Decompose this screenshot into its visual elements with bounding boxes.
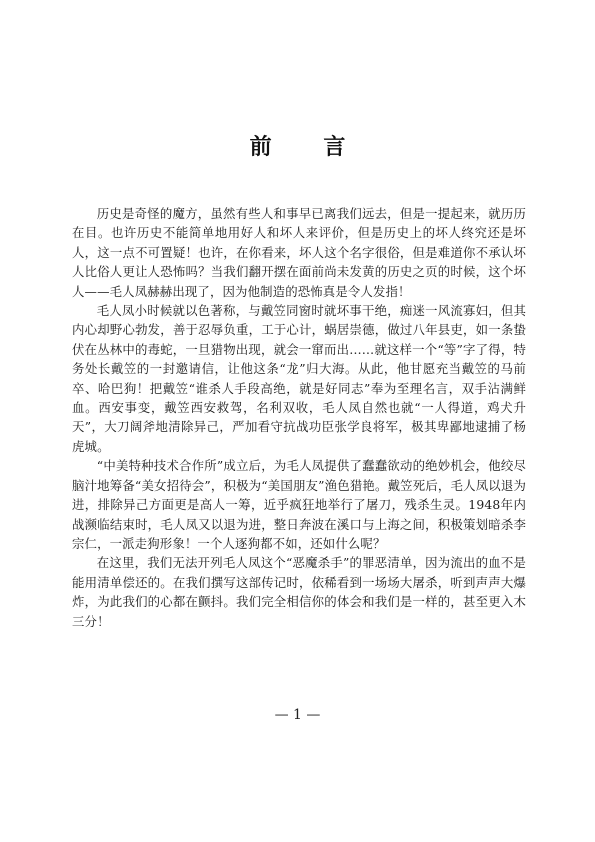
page-title: 前 言 — [249, 135, 368, 160]
preface-body — [72, 204, 526, 631]
paragraph: 在这里，我们无法开列毛人凤这个“恶魔杀手”的罪恶清单，因为流出的血不是能用清单偿还的。在我们撰写这部传记时，依稀看到一场场大屠杀，听到声声大爆炸，为此我们的心都在颤抖。我们完全相信你的体会和我们是一样的，甚至更入木三分！ — [72, 555, 526, 629]
paragraph: 历史是奇怪的魔方，虽然有些人和事早已离我们远去，但是一提起来，就历历在目。也许历史不能简单地用好人和坏人来评价，但是历史上的坏人终究还是坏人，这一点不可置疑！也许，在你看来，坏人这个名字很俗，但是难道你不承认坏人比俗人更让人恐怖吗？当我们翻开摆在面前尚未发黄的历史之页的时候，这个坏人——毛人凤赫赫出现了，因为他制造的恐怖真是令人发指！ — [72, 206, 526, 299]
paragraph: “中美特种技术合作所”成立后，为毛人凤提供了蠢蠢欲动的绝妙机会，他绞尽脑汁地筹备“美女招待会”，积极为“美国朋友”渔色猎艳。戴笠死后，毛人凤以退为进，排除异己方面更是高人一筹，近乎疯狂地举行了屠刀，残杀生灵。1948年内战濒临结束时，毛人凤又以退为进，整日奔波在溪口与上海之间，积极策划暗杀李宗仁，一派走狗形象！一个人逐狗都不如，还如什么呢？ — [72, 458, 526, 551]
paragraph: 毛人凤小时候就以色著称，与戴笠同窗时就坏事干绝，痴迷一风流寡妇，但其内心却野心勃发，善于忍辱负重，工于心计，蜗居崇德，做过八年县吏，如一条蛰伏在丛林中的毒蛇，一旦猎物出现，就会一窜而出……就这样一个“等”字了得，特务处长戴笠的一封邀请信，让他这条“龙”归大海。从此，他甘愿充当戴笠的马前卒、哈巴狗！把戴笠“谁杀人手段高绝，就是好同志”奉为至理名言，双手沾满鲜血。西安事变，戴笠西安救驾，名利双收，毛人凤自然也就“一人得道，鸡犬升天”，大刀阔斧地清除异己，严加看守抗战功臣张学良将军，极其卑鄙地逮捕了杨虎城。 — [72, 303, 526, 454]
page-number: — 1 — — [274, 707, 321, 723]
